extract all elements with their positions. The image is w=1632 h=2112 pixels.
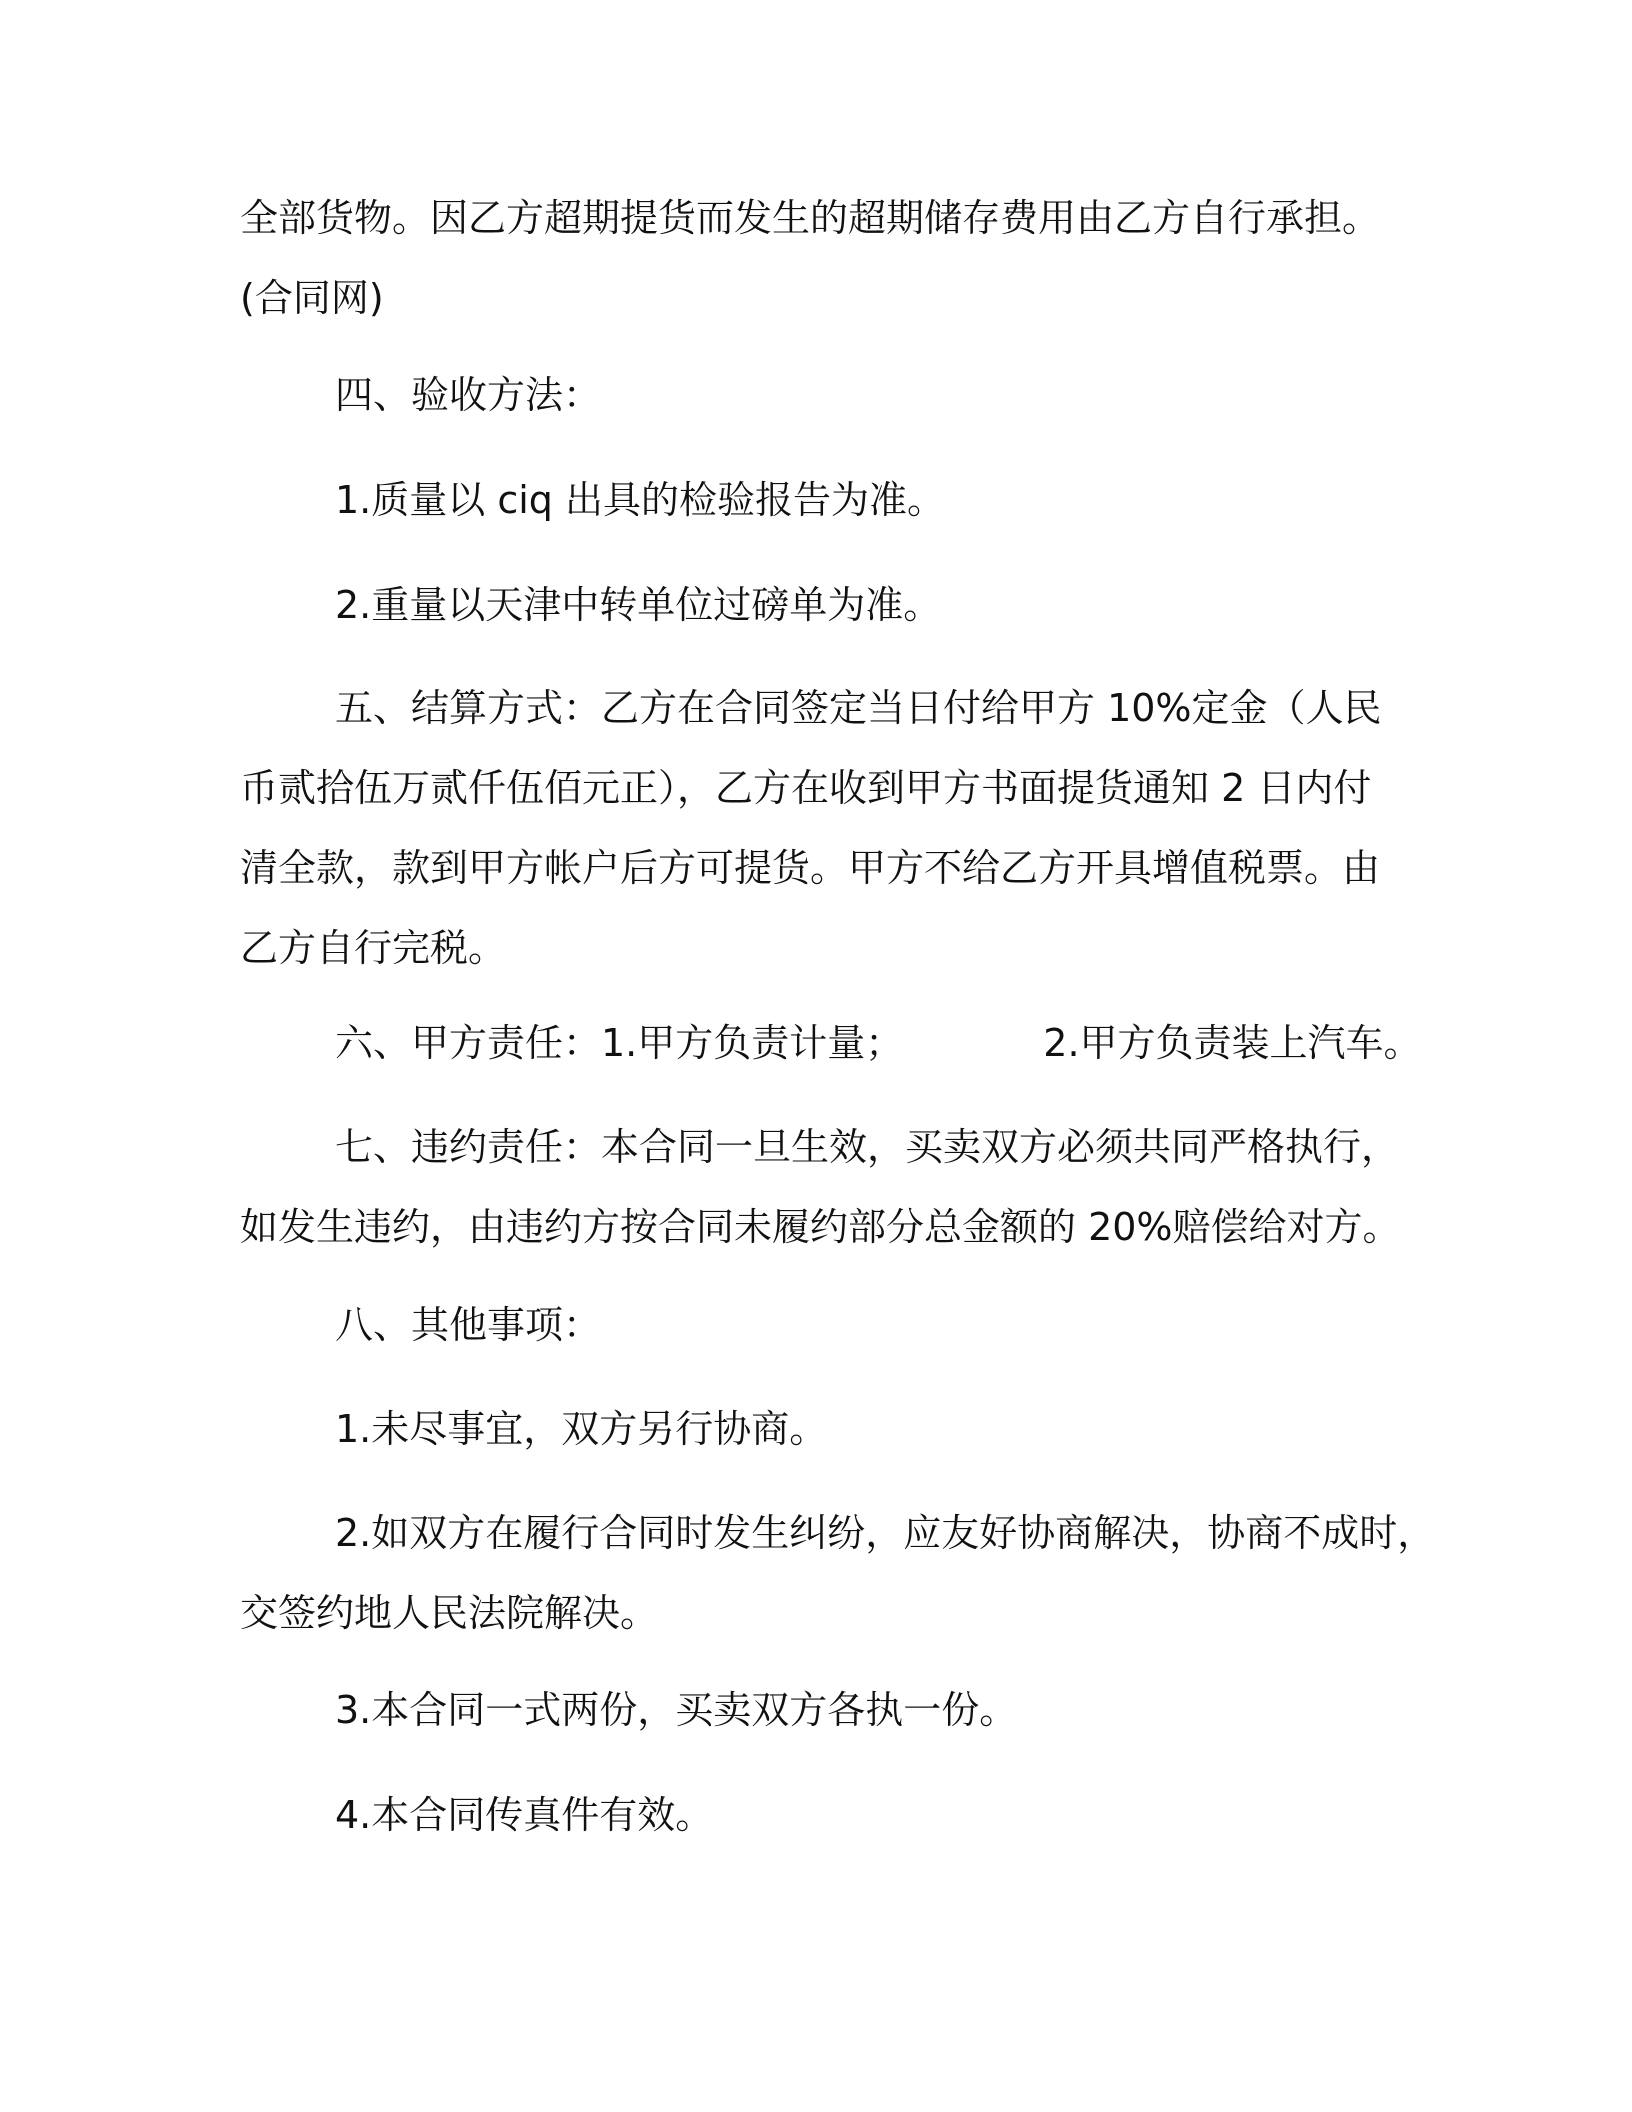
text-line: (合同网) <box>240 276 384 320</box>
section-7-breach <box>240 1107 1401 1267</box>
text-line: 2.如双方在履行合同时发生纠纷，应友好协商解决，协商不成时， <box>335 1511 1436 1555</box>
section-6-part-2: 2.甲方负责装上汽车。 <box>1043 1021 1422 1065</box>
section-8-item-3: 3.本合同一式两份，买卖双方各执一份。 <box>335 1688 1018 1732</box>
text-line: 清全款，款到甲方帐户后方可提货。甲方不给乙方开具增值税票。由 <box>240 846 1381 890</box>
section-8-title: 八、其他事项： <box>335 1303 602 1347</box>
section-4-title: 四、验收方法： <box>335 373 602 417</box>
text-line: 五、结算方式：乙方在合同签定当日付给甲方 10%定金（人民 <box>335 686 1382 730</box>
section-8-item-4: 4.本合同传真件有效。 <box>335 1793 714 1837</box>
section-5-settlement <box>240 668 1390 988</box>
paragraph-goods-storage <box>240 178 1390 338</box>
section-4-item-2: 2.重量以天津中转单位过磅单为准。 <box>335 583 942 627</box>
text-line: 如发生违约，由违约方按合同未履约部分总金额的 20%赔偿给对方。 <box>240 1205 1401 1249</box>
section-8-item-1: 1.未尽事宜，双方另行协商。 <box>335 1407 828 1451</box>
section-4-item-1: 1.质量以 ciq 出具的检验报告为准。 <box>335 478 945 522</box>
section-6-responsibility <box>240 1003 1485 1083</box>
section-8-item-2 <box>240 1493 1436 1653</box>
text-line: 交签约地人民法院解决。 <box>240 1591 659 1635</box>
text-line: 七、违约责任：本合同一旦生效，买卖双方必须共同严格执行， <box>335 1125 1400 1169</box>
text-line: 乙方自行完税。 <box>240 926 507 970</box>
text-line: 全部货物。因乙方超期提货而发生的超期储存费用由乙方自行承担。 <box>240 196 1381 240</box>
section-6-part-1: 六、甲方责任：1.甲方负责计量； <box>335 1021 904 1065</box>
text-line: 币贰拾伍万贰仟伍佰元正），乙方在收到甲方书面提货通知 2 日内付 <box>240 766 1372 810</box>
